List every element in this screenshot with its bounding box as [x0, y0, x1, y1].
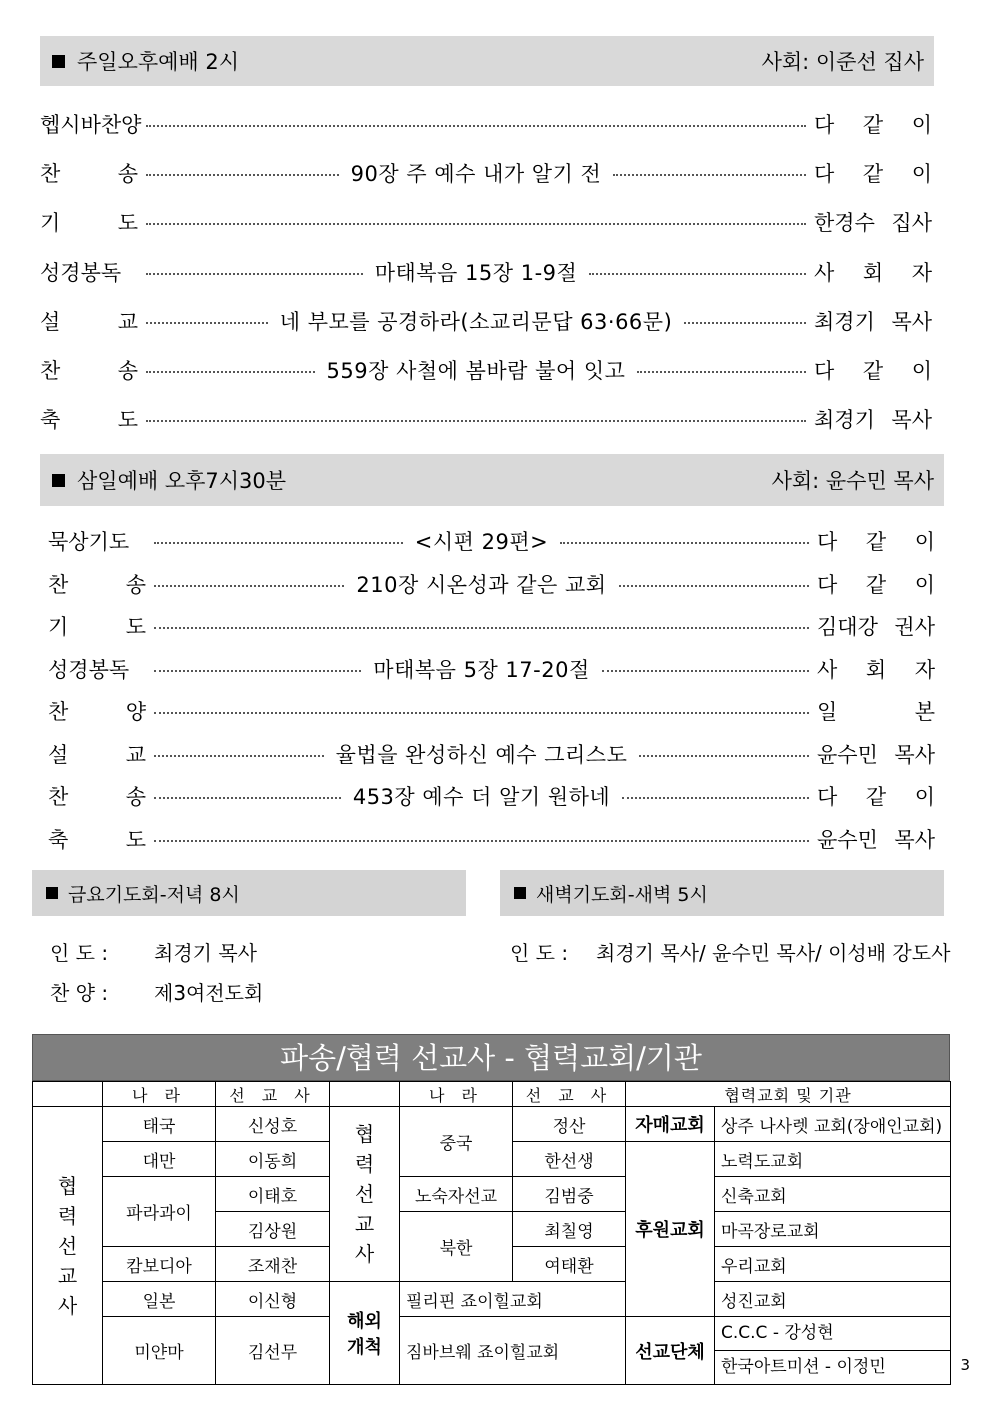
- order-person: 다 같 이: [814, 359, 932, 383]
- order-label: 찬 양: [48, 700, 146, 724]
- missionary-cell: 이동희: [216, 1142, 330, 1177]
- order-label: 기 도: [40, 211, 138, 236]
- country-cell: 캄보디아: [103, 1247, 216, 1282]
- sunday-order-row: [40, 207, 932, 237]
- order-label: 찬 송: [40, 162, 138, 187]
- org-label: 선교단체: [626, 1317, 715, 1385]
- country-cell: 북한: [400, 1212, 513, 1282]
- missions-table: [32, 1081, 951, 1385]
- dawn-lead-label: 인 도 :: [510, 941, 569, 965]
- support-church-label: 후원교회: [626, 1142, 715, 1317]
- dot-leader: [589, 273, 806, 275]
- dot-leader: [560, 542, 809, 544]
- order-person: 일 본: [817, 700, 935, 724]
- missionary-cell: 정산: [513, 1107, 626, 1142]
- country-cell: 일본: [103, 1282, 216, 1317]
- header-country: 나 라: [103, 1082, 216, 1107]
- friday-title: 금요기도회-저녁 8시: [68, 883, 240, 906]
- wednesday-order-row: [48, 654, 935, 684]
- square-bullet-icon: [52, 474, 65, 487]
- support-church-name: 우리교회: [721, 1256, 787, 1277]
- support-church-name: 성진교회: [721, 1291, 787, 1312]
- order-content: <시편 29편>: [414, 530, 549, 554]
- dot-leader: [146, 371, 315, 373]
- missionary-cell: 조재찬: [216, 1247, 330, 1282]
- wednesday-order-row: [48, 696, 935, 726]
- dot-leader: [622, 797, 809, 799]
- dot-leader: [684, 322, 806, 324]
- header-missionary: 선 교 사: [513, 1082, 626, 1107]
- dawn-lead: [510, 937, 950, 966]
- wednesday-header-bar: [40, 454, 944, 506]
- support-church: [715, 1177, 951, 1212]
- dot-leader: [154, 627, 809, 629]
- friday-lead: [50, 937, 257, 966]
- wednesday-title: 삼일예배 오후7시30분: [77, 469, 287, 493]
- support-church-name: 마곡장로교회: [721, 1221, 820, 1242]
- friday-lead-label: 인 도 :: [50, 941, 109, 965]
- friday-praise-value: 제3여전도회: [154, 981, 264, 1005]
- order-person: 다 같 이: [814, 113, 932, 137]
- overseas-label: 해외 개척: [330, 1282, 400, 1385]
- square-bullet-icon: [46, 887, 58, 899]
- order-label: 설 교: [40, 309, 138, 334]
- missionary-cell: 김선무: [216, 1317, 330, 1385]
- sunday-order-row: [40, 109, 932, 139]
- support-church: [715, 1282, 951, 1317]
- dot-leader: [146, 174, 339, 176]
- order-label: 축 도: [48, 827, 146, 852]
- dawn-lead-value: 최경기 목사/ 윤수민 목사/ 이성배 강도사: [596, 941, 951, 965]
- order-person: 최경기 목사: [814, 309, 933, 334]
- order-content: 210장 시온성과 같은 교회: [356, 572, 607, 597]
- group-label-mid: 협 력 선 교 사: [330, 1107, 400, 1282]
- order-label: 성경봉독: [48, 657, 130, 682]
- wednesday-order-row: [48, 781, 935, 811]
- order-label: 헵시바찬양: [40, 113, 142, 137]
- country-cell: 미얀마: [103, 1317, 216, 1385]
- dot-leader: [602, 670, 809, 672]
- order-content: 453장 예수 더 알기 원하네: [352, 785, 611, 809]
- sunday-order-row: [40, 404, 932, 434]
- dot-leader: [613, 174, 806, 176]
- order-label: 찬 송: [48, 785, 146, 809]
- dot-leader: [639, 755, 809, 757]
- support-church-name: 노력도교회: [721, 1151, 804, 1172]
- order-person: 윤수민 목사: [817, 742, 935, 767]
- dot-leader: [146, 420, 806, 422]
- order-person: 최경기 목사: [814, 408, 932, 433]
- support-church: [715, 1212, 951, 1247]
- dot-leader: [154, 542, 403, 544]
- dot-leader: [619, 585, 809, 587]
- order-label: 묵상기도: [48, 530, 130, 554]
- missionary-cell: 김상원: [216, 1212, 330, 1247]
- dot-leader: [146, 223, 806, 225]
- order-label: 기 도: [48, 615, 146, 639]
- order-label: 찬 송: [48, 572, 146, 597]
- friday-praise: [50, 977, 263, 1006]
- dawn-header-bar: [500, 870, 944, 916]
- friday-praise-label: 찬 양 :: [50, 981, 109, 1005]
- order-label: 찬 송: [40, 359, 138, 383]
- table-header-blank: [330, 1082, 400, 1107]
- overseas-item: 짐바브웨 죠이힐교회: [400, 1317, 626, 1385]
- missionary-cell: 한선생: [513, 1142, 626, 1177]
- wednesday-order-row: [48, 569, 935, 599]
- country-cell: 노숙자선교: [400, 1177, 513, 1212]
- missionary-cell: 최칠영: [513, 1212, 626, 1247]
- missions-title: 파송/협력 선교사 - 협력교회/기관: [32, 1034, 950, 1081]
- square-bullet-icon: [52, 55, 65, 68]
- dot-leader: [154, 755, 324, 757]
- dot-leader: [146, 273, 363, 275]
- country-cell: 중국: [400, 1107, 513, 1177]
- sunday-order-row: [40, 306, 932, 336]
- order-content: 율법을 완성하신 예수 그리스도: [335, 742, 628, 767]
- support-church: [715, 1247, 951, 1282]
- order-person: 김대강 권사: [817, 615, 935, 639]
- wednesday-leader: 사회: 윤수민 목사: [771, 469, 934, 493]
- order-content: 559장 사철에 봄바람 불어 잇고: [326, 359, 626, 383]
- dot-leader: [146, 125, 806, 127]
- order-person: 사 회 자: [814, 260, 932, 285]
- order-person: 다 같 이: [817, 785, 935, 809]
- header-missionary: 선 교 사: [216, 1082, 330, 1107]
- wednesday-order-row: [48, 824, 935, 854]
- order-person: 다 같 이: [814, 162, 932, 187]
- order-person: 윤수민 목사: [817, 827, 935, 852]
- dot-leader: [154, 670, 361, 672]
- sunday-title: 주일오후예배 2시: [77, 50, 240, 74]
- dot-leader: [154, 585, 344, 587]
- dot-leader: [146, 322, 268, 324]
- dot-leader: [154, 797, 341, 799]
- support-church: [715, 1142, 951, 1177]
- order-label: 성경봉독: [40, 260, 122, 285]
- order-content: 네 부모를 공경하라(소교리문답 63·66문): [279, 309, 673, 334]
- country-cell: 파라과이: [103, 1177, 216, 1247]
- dawn-title: 새벽기도회-새벽 5시: [536, 883, 708, 906]
- dot-leader: [637, 371, 806, 373]
- order-content: 마태복음 5장 17-20절: [373, 657, 590, 682]
- header-churches: 협력교회 및 기관: [626, 1082, 951, 1107]
- order-content: 마태복음 15장 1-9절: [374, 260, 578, 285]
- order-content: 90장 주 예수 내가 알기 전: [350, 162, 602, 187]
- sunday-header-bar: [40, 36, 934, 86]
- square-bullet-icon: [514, 887, 526, 899]
- sunday-order-row: [40, 158, 932, 188]
- header-country: 나 라: [400, 1082, 513, 1107]
- group-label-left: 협 력 선 교 사: [33, 1107, 103, 1385]
- friday-header-bar: [32, 870, 466, 916]
- page-number: 3: [960, 1356, 970, 1374]
- org-item: 한국아트미션 - 이정민: [721, 1357, 886, 1377]
- order-label: 설 교: [48, 742, 146, 767]
- missionary-cell: 이신형: [216, 1282, 330, 1317]
- sister-church-label: 자매교회: [626, 1107, 715, 1142]
- order-person: 한경수 집사: [814, 211, 932, 236]
- country-cell: 대만: [103, 1142, 216, 1177]
- missionary-cell: 여태환: [513, 1247, 626, 1282]
- dot-leader: [154, 840, 809, 842]
- sunday-order-row: [40, 355, 932, 385]
- org-list: [715, 1317, 951, 1385]
- country-cell: 태국: [103, 1107, 216, 1142]
- sunday-order-row: [40, 257, 932, 287]
- order-label: 축 도: [40, 408, 138, 433]
- wednesday-order-row: [48, 739, 935, 769]
- support-church-name: 신축교회: [721, 1186, 787, 1207]
- wednesday-order-row: [48, 611, 935, 641]
- missionary-cell: 김범중: [513, 1177, 626, 1212]
- org-item: C.C.C - 강성현: [715, 1317, 950, 1351]
- table-header-blank: [33, 1082, 103, 1107]
- wednesday-order-row: [48, 526, 935, 556]
- order-person: 사 회 자: [817, 657, 935, 682]
- dot-leader: [154, 712, 809, 714]
- friday-lead-value: 최경기 목사: [154, 941, 257, 965]
- order-person: 다 같 이: [817, 530, 935, 554]
- missionary-cell: 신성호: [216, 1107, 330, 1142]
- missionary-cell: 이태호: [216, 1177, 330, 1212]
- sunday-leader: 사회: 이준선 집사: [761, 50, 924, 74]
- order-person: 다 같 이: [817, 572, 935, 597]
- sister-church: 상주 나사렛 교회(장애인교회): [715, 1107, 951, 1142]
- overseas-item: 필리핀 죠이힐교회: [400, 1282, 626, 1317]
